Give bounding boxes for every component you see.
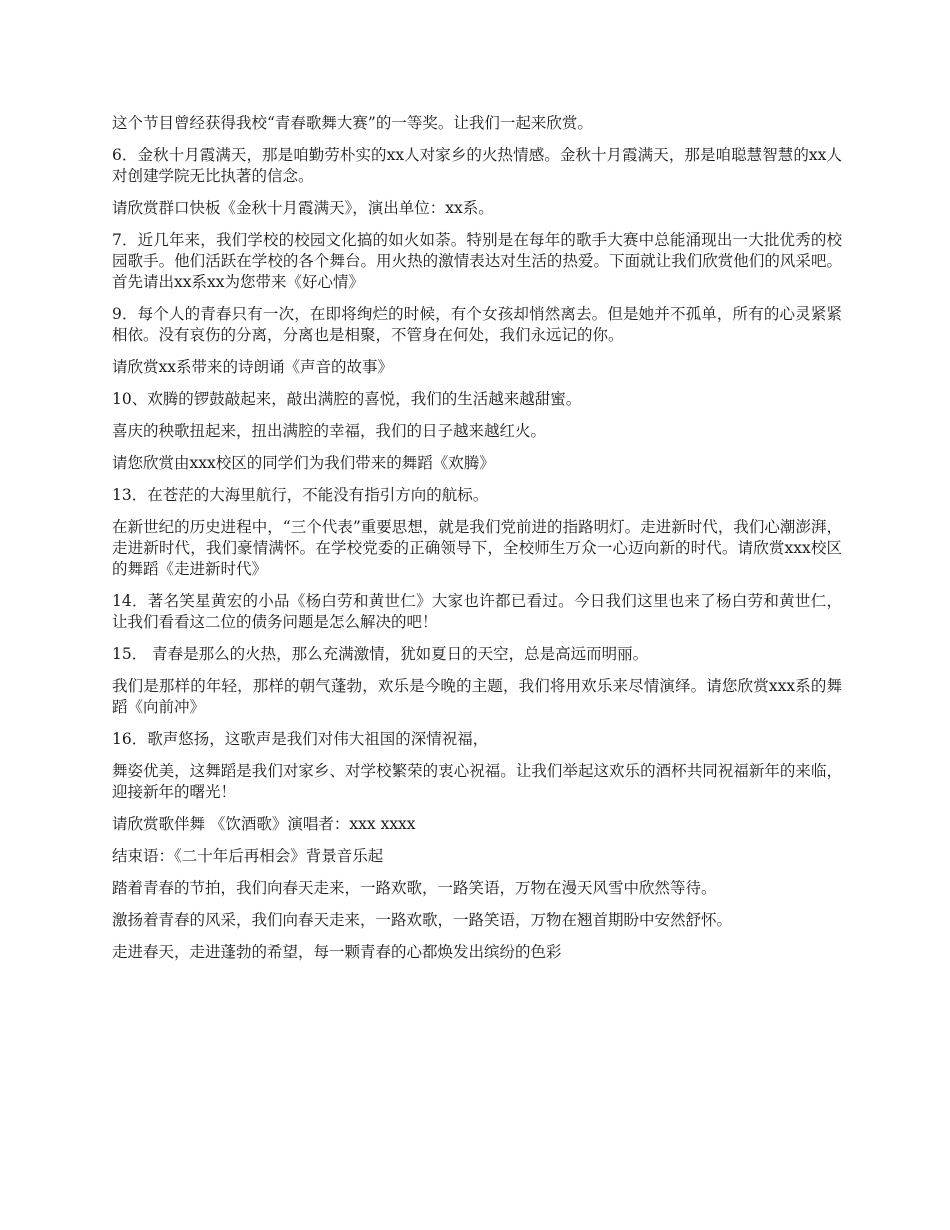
document-page bbox=[112, 113, 842, 974]
paragraph: 踏着青春的节拍，我们向春天走来，一路欢歌，一路笑语，万物在漫天风雪中欣然等待。 bbox=[112, 879, 717, 897]
paragraph: 10、欢腾的锣鼓敲起来，敲出满腔的喜悦，我们的生活越来越甜蜜。 bbox=[112, 390, 582, 408]
paragraph: 请欣赏xx系带来的诗朗诵《声音的故事》 bbox=[112, 358, 393, 376]
paragraph: 15． 青春是那么的火热，那么充满激情，犹如夏日的天空，总是高远而明丽。 bbox=[112, 645, 649, 663]
paragraph: 请欣赏群口快板《金秋十月霞满天》，演出单位：xx系。 bbox=[112, 199, 494, 217]
paragraph: 6．金秋十月霞满天，那是咱勤劳朴实的xx人对家乡的火热情感。金秋十月霞满天，那是咱聪慧智慧的xx人对创建学院无比执著的信念。 bbox=[112, 146, 842, 185]
paragraph: 这个节目曾经获得我校“青春歌舞大赛”的一等奖。让我们一起来欣赏。 bbox=[112, 114, 593, 132]
paragraph: 14．著名笑星黄宏的小品《杨白劳和黄世仁》大家也许都已看过。今日我们这里也来了杨白劳和黄世仁，让我们看看这二位的债务问题是怎么解决的吧！ bbox=[112, 592, 842, 631]
paragraph: 结束语：《二十年后再相会》背景音乐起 bbox=[112, 847, 384, 865]
paragraph: 我们是那样的年轻，那样的朝气蓬勃，欢乐是今晚的主题，我们将用欢乐来尽情演绎。请您欣赏xxx系的舞蹈《向前冲》 bbox=[112, 677, 842, 716]
paragraph: 请欣赏歌伴舞 《饮酒歌》演唱者：xxx xxxx bbox=[112, 815, 416, 833]
paragraph: 喜庆的秧歌扭起来，扭出满腔的幸福，我们的日子越来越红火。 bbox=[112, 422, 547, 440]
paragraph: 请您欣赏由xxx校区的同学们为我们带来的舞蹈《欢腾》 bbox=[112, 454, 495, 472]
paragraph: 舞姿优美，这舞蹈是我们对家乡、对学校繁荣的衷心祝福。让我们举起这欢乐的酒杯共同祝福新年的来临，迎接新年的曙光！ bbox=[112, 762, 842, 801]
paragraph: 在新世纪的历史进程中，“三个代表”重要思想，就是我们党前进的指路明灯。走进新时代，我们心潮澎湃，走进新时代，我们豪情满怀。在学校党委的正确领导下，全校师生万众一心迈向新的时代。请欣赏xxx校区的舞蹈《走进新时代》 bbox=[112, 518, 842, 578]
paragraph: 走进春天，走进蓬勃的希望，每一颗青春的心都焕发出缤纷的色彩 bbox=[112, 943, 562, 961]
paragraph: 9．每个人的青春只有一次，在即将绚烂的时候，有个女孩却悄然离去。但是她并不孤单，所有的心灵紧紧相依。没有哀伤的分离，分离也是相聚，不管身在何处，我们永远记的你。 bbox=[112, 305, 842, 344]
paragraph: 7．近几年来，我们学校的校园文化搞的如火如荼。特别是在每年的歌手大赛中总能涌现出一大批优秀的校园歌手。他们活跃在学校的各个舞台。用火热的激情表达对生活的热爱。下面就让我们欣赏他们的风采吧。首先请出xx系xx为您带来《好心情》 bbox=[112, 231, 842, 291]
paragraph: 激扬着青春的风采，我们向春天走来，一路欢歌，一路笑语，万物在翘首期盼中安然舒怀。 bbox=[112, 911, 733, 929]
paragraph: 16．歌声悠扬，这歌声是我们对伟大祖国的深情祝福， bbox=[112, 730, 489, 748]
paragraph: 13．在苍茫的大海里航行，不能没有指引方向的航标。 bbox=[112, 486, 489, 504]
